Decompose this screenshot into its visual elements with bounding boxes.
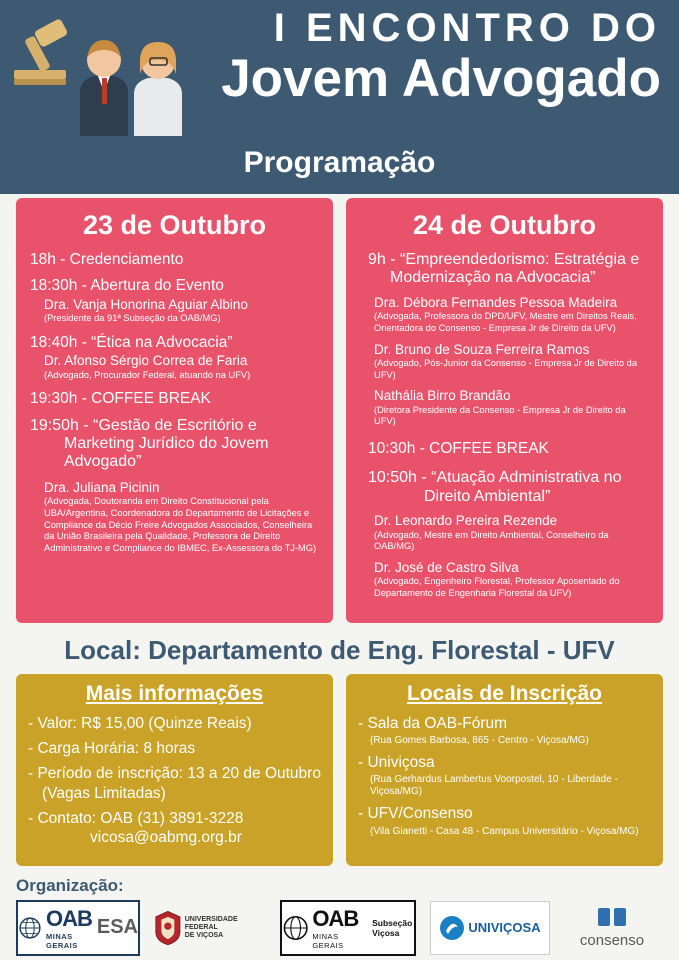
day-2-item-1 (360, 251, 649, 428)
item-speaker: Dra. Juliana Picinin (44, 479, 160, 495)
speaker-group (374, 388, 649, 428)
item-credentials: (Advogada, Professora do DPD/UFV, Mestre em Direitos Reais, Orientadora do Consenso - Empresa Jr de Direito da UFV) (374, 311, 637, 333)
item-credentials: (Diretora Presidente da Consenso - Empresa Jr de Direito da UFV) (374, 404, 626, 427)
item-credentials: (Advogado, Mestre em Direito Ambiental, Conselheiro da OAB/MG) (374, 529, 609, 552)
speaker-group (374, 295, 649, 335)
locais-inscricao-box (346, 674, 663, 866)
logo-main-text: OAB (45, 905, 92, 931)
info-item: - Contato: OAB (31) 3891-3228 (28, 810, 244, 828)
item-speaker: Dr. Leonardo Pereira Rezende (374, 513, 558, 529)
item-speaker: Dr. Bruno de Souza Ferreira Ramos (374, 341, 590, 357)
poster-header (0, 0, 679, 140)
logo-row (16, 900, 663, 956)
item-speaker: Dra. Débora Fernandes Pessoa Madeira (374, 294, 618, 310)
oab-vicosa-logo (280, 900, 416, 956)
info-box-title: Mais informações (85, 681, 264, 705)
speaker-group (374, 560, 649, 600)
item-title: 18:30h - Abertura do Evento (30, 277, 224, 295)
univicosa-logo (430, 901, 550, 955)
inscricao-box-title: Locais de Inscrição (407, 681, 602, 705)
item-speaker: Nathália Birro Brandão (374, 388, 511, 404)
organization-section (0, 876, 679, 956)
speaker-group (374, 513, 649, 553)
info-item: - Período de inscrição: 13 a 20 de Outubro (Vagas Limitadas) (28, 765, 321, 802)
logo-sub-text: MINAS GERAIS (45, 931, 78, 950)
circle-swirl-icon (439, 915, 465, 941)
item-title: 19:30h - COFFEE BREAK (30, 390, 211, 408)
ufv-crest-icon (154, 908, 182, 948)
item-credentials: (Presidente da 91ª Subseção da OAB/MG) (44, 313, 221, 324)
mais-informacoes-box (16, 674, 333, 866)
globe-icon (282, 913, 309, 943)
item-credentials: (Advogado, Engenheiro Florestal, Professor Aposentado do Departamento de Engenharia Florestal da UFV) (374, 576, 620, 598)
item-title: 10:30h - COFFEE BREAK (368, 439, 549, 457)
logo-extra-text: ESA (96, 916, 138, 939)
title-line-2: Jovem Advogado (221, 49, 661, 108)
item-title: 18h - Credenciamento (30, 251, 184, 268)
item-speaker: Dr. Afonso Sérgio Correa de Faria (44, 353, 248, 369)
item-credentials: (Advogado, Pós-Junior da Consenso - Empresa Jr de Direito da UFV) (374, 358, 638, 380)
inscricao-address: (Rua Gomes Barbosa, 865 - Centro - Viçosa/MG) (370, 734, 589, 746)
day-1-item-2 (30, 277, 319, 324)
info-boxes (0, 674, 679, 866)
logo-main-text: consenso (579, 932, 645, 950)
item-title: 10:50h - “Atuação Administrativa no Direito Ambiental” (368, 469, 622, 505)
logo-main-text: UNIVERSIDADE FEDERAL (184, 915, 238, 931)
event-location: Local: Departamento de Eng. Florestal - UFV (64, 634, 615, 665)
organization-label: Organização: (16, 875, 124, 895)
schedule-day-1 (16, 198, 333, 623)
day-1-item-4 (30, 390, 319, 407)
speaker-group (374, 342, 649, 382)
day-1-item-3 (30, 334, 319, 381)
inscricao-address: (Rua Gerhardus Lambertus Voorpostel, 10 - Liberdade - Viçosa/MG) (370, 774, 618, 798)
title-line-1: I ENCONTRO DO (273, 6, 661, 50)
item-credentials: (Advogada, Doutoranda em Direito Constitucional pela UBA/Argentina, Coordenadora do Departamento de Licitações e Compliance da Décio Freire Advogados Associados, Conselheira da União Brasileira pela Qualidade, Professora de Direito Administrativo e Compliance do IBMEC, Ex-Assessora do TJ-MG) (44, 496, 317, 553)
item-title: 9h - “Empreendedorismo: Estratégia e Modernização na Advocacia” (368, 251, 640, 287)
schedule-columns (0, 198, 679, 623)
day-2-item-2 (360, 440, 649, 457)
item-speaker: Dr. José de Castro Silva (374, 559, 519, 575)
schedule-day-2 (346, 198, 663, 623)
day-1-item-1 (30, 251, 319, 268)
info-item: - Valor: R$ 15,00 (Quinze Reais) (28, 714, 252, 732)
logo-extra-text: Subseção Viçosa (372, 917, 413, 938)
day-2-date: 24 de Outubro (412, 210, 596, 240)
oab-esa-logo (16, 900, 140, 956)
logo-main-text: UNIVIÇOSA (468, 920, 541, 936)
day-1-date: 23 de Outubro (82, 210, 266, 240)
header-illustration (10, 18, 200, 136)
day-1-item-5 (30, 417, 319, 555)
info-email[interactable]: vicosa@oabmg.org.br (90, 829, 242, 847)
ufv-logo (154, 902, 266, 954)
day-2-item-3 (360, 469, 649, 599)
item-title: 18:40h - “Ética na Advocacia” (30, 333, 233, 351)
item-credentials: (Advogado, Procurador Federal, atuando na UFV) (44, 369, 251, 380)
consenso-logo (564, 902, 660, 954)
info-item: - Carga Horária: 8 horas (28, 739, 196, 757)
item-speaker: Dra. Vanja Honorina Aguiar Albino (44, 296, 248, 312)
poster-title (221, 6, 661, 108)
globe-icon (18, 911, 42, 945)
lawyers-gavel-icon (10, 18, 200, 136)
logo-sub-text: DE VIÇOSA (184, 931, 224, 939)
logo-main-text: OAB (312, 905, 359, 931)
inscricao-address: (Vila Gianetti - Casa 48 - Campus Universitário - Viçosa/MG) (370, 825, 639, 837)
item-title: 19:50h - “Gestão de Escritório e Marketing Jurídico do Jovem Advogado” (30, 416, 269, 471)
logo-sub-text: MINAS GERAIS (312, 931, 344, 950)
inscricao-place: - Univiçosa (358, 753, 435, 771)
inscricao-place: - Sala da OAB-Fórum (358, 714, 508, 732)
programacao-heading: Programação (0, 140, 679, 194)
book-icon (594, 906, 630, 928)
inscricao-place: - UFV/Consenso (358, 805, 473, 823)
